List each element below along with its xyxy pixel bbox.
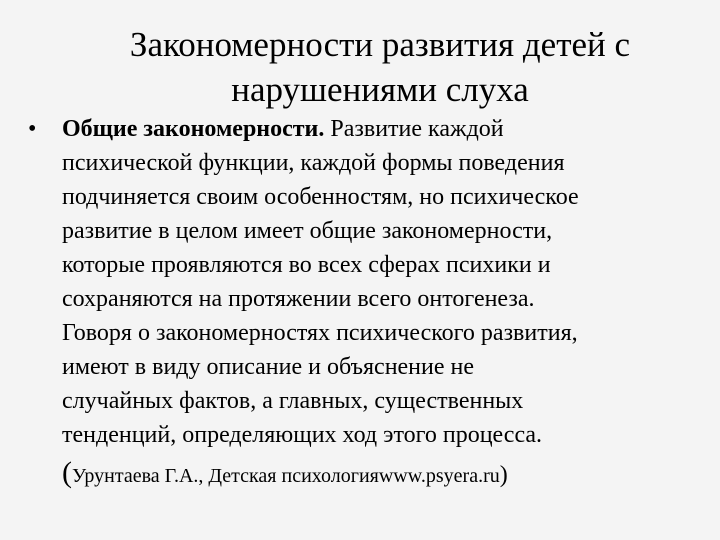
source-citation [62, 456, 708, 493]
bullet-marker: • [28, 116, 37, 142]
source-open-paren: ( [62, 456, 72, 489]
paragraph-line-1 [62, 112, 708, 146]
paragraph-line-3: подчиняется своим особенностям, но психическое [62, 184, 579, 210]
paragraph-line-10: тенденций, определяющих ход этого процесса. [62, 422, 543, 448]
slide-title-line-2: нарушениями слуха [231, 70, 529, 109]
paragraph-heading: Общие закономерности. [62, 116, 325, 142]
paragraph-line-1-text: Развитие каждой [324, 116, 504, 142]
slide-title-line-1: Закономерности развития детей с [129, 25, 631, 64]
bullet-item [28, 112, 708, 493]
slide-title [40, 22, 720, 112]
paragraph-line-2: психической функции, каждой формы поведения [62, 150, 565, 176]
paragraph-line-8: имеют в виду описание и объяснение не [62, 354, 475, 380]
paragraph-line-6: сохраняются на протяжении всего онтогенеза. [62, 286, 535, 312]
paragraph-line-7: Говоря о закономерностях психического развития, [62, 320, 578, 346]
source-text: Урунтаева Г.А., Детская психологияwww.psyera.ru [72, 465, 500, 487]
bullet-paragraph [62, 112, 708, 493]
paragraph-line-5: которые проявляются во всех сферах психики и [62, 252, 551, 278]
paragraph-line-4: развитие в целом имеет общие закономерности, [62, 218, 553, 244]
paragraph-line-9: случайных фактов, а главных, существенных [62, 388, 524, 414]
source-close-paren: ) [499, 462, 508, 488]
